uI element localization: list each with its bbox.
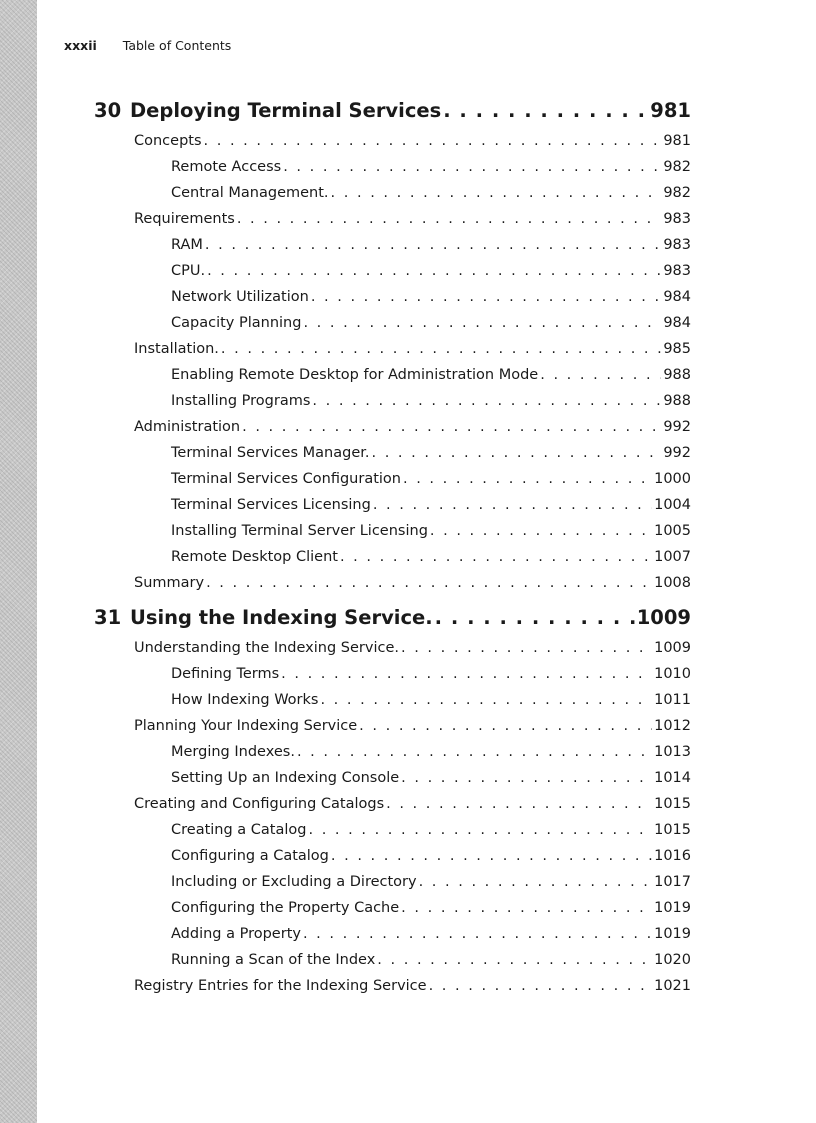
entry-title: RAM bbox=[171, 237, 203, 253]
dot-leader bbox=[359, 713, 652, 739]
dot-leader bbox=[430, 518, 652, 544]
entry-title: Configuring the Property Cache bbox=[171, 900, 400, 916]
entry-title: Configuring a Catalog bbox=[171, 848, 329, 864]
running-head bbox=[64, 36, 231, 56]
toc-subsection-entry[interactable] bbox=[94, 843, 691, 869]
chapter-page-number: 1009 bbox=[636, 606, 691, 629]
entry-page-number: 1019 bbox=[654, 926, 691, 942]
entry-title: Central Management. bbox=[171, 185, 329, 201]
entry-title: Installation. bbox=[134, 341, 219, 357]
toc-subsection-entry[interactable] bbox=[94, 310, 691, 336]
table-of-contents bbox=[94, 97, 691, 999]
dot-leader bbox=[386, 791, 652, 817]
entry-page-number: 992 bbox=[663, 419, 691, 435]
dot-leader bbox=[242, 414, 661, 440]
dot-leader bbox=[308, 817, 652, 843]
entry-page-number: 1014 bbox=[654, 770, 691, 786]
entry-title: Terminal Services Manager. bbox=[171, 445, 370, 461]
entry-page-number: 984 bbox=[663, 289, 691, 305]
dot-leader bbox=[401, 765, 652, 791]
toc-subsection-entry[interactable] bbox=[94, 154, 691, 180]
entry-page-number: 1008 bbox=[654, 575, 691, 591]
toc-subsection-entry[interactable] bbox=[94, 362, 691, 388]
entry-page-number: 1010 bbox=[654, 666, 691, 682]
entry-page-number: 983 bbox=[663, 237, 691, 253]
entry-page-number: 1015 bbox=[654, 796, 691, 812]
chapter-number: 31 bbox=[94, 606, 122, 629]
entry-page-number: 1000 bbox=[654, 471, 691, 487]
dot-leader bbox=[401, 635, 652, 661]
entry-title: Including or Excluding a Directory bbox=[171, 874, 417, 890]
toc-section-entry[interactable] bbox=[94, 635, 691, 661]
entry-title: Merging Indexes. bbox=[171, 744, 295, 760]
chapter-page-number: 981 bbox=[650, 99, 691, 122]
toc-subsection-entry[interactable] bbox=[94, 232, 691, 258]
entry-title: Administration bbox=[134, 419, 241, 435]
dot-leader bbox=[540, 362, 661, 388]
toc-subsection-entry[interactable] bbox=[94, 895, 691, 921]
chapter-heading[interactable] bbox=[94, 604, 691, 632]
dot-leader bbox=[312, 388, 661, 414]
page-edge-texture bbox=[0, 0, 37, 1123]
entry-page-number: 982 bbox=[663, 185, 691, 201]
toc-subsection-entry[interactable] bbox=[94, 869, 691, 895]
dot-leader bbox=[283, 154, 661, 180]
entry-title: Capacity Planning bbox=[171, 315, 302, 331]
toc-section-entry[interactable] bbox=[94, 336, 691, 362]
entry-title: Running a Scan of the Index bbox=[171, 952, 376, 968]
dot-leader bbox=[303, 921, 652, 947]
dot-leader bbox=[401, 895, 652, 921]
dot-leader bbox=[297, 739, 652, 765]
dot-leader bbox=[371, 440, 661, 466]
entry-title: Understanding the Indexing Service. bbox=[134, 640, 399, 656]
toc-section-entry[interactable] bbox=[94, 713, 691, 739]
dot-leader bbox=[340, 544, 652, 570]
page-number: xxxii bbox=[64, 38, 97, 53]
entry-page-number: 1017 bbox=[654, 874, 691, 890]
entry-page-number: 1019 bbox=[654, 900, 691, 916]
chapter-heading[interactable] bbox=[94, 97, 691, 125]
toc-subsection-entry[interactable] bbox=[94, 765, 691, 791]
toc-subsection-entry[interactable] bbox=[94, 661, 691, 687]
entry-title: Remote Access bbox=[171, 159, 282, 175]
dot-leader bbox=[377, 947, 652, 973]
entry-page-number: 988 bbox=[663, 367, 691, 383]
dot-leader bbox=[331, 843, 652, 869]
toc-subsection-entry[interactable] bbox=[94, 687, 691, 713]
dot-leader bbox=[221, 336, 661, 362]
dot-leader bbox=[303, 310, 661, 336]
toc-subsection-entry[interactable] bbox=[94, 388, 691, 414]
toc-subsection-entry[interactable] bbox=[94, 921, 691, 947]
toc-section-entry[interactable] bbox=[94, 206, 691, 232]
entry-title: Terminal Services Licensing bbox=[171, 497, 371, 513]
entry-title: Installing Terminal Server Licensing bbox=[171, 523, 428, 539]
toc-subsection-entry[interactable] bbox=[94, 544, 691, 570]
dot-leader bbox=[443, 97, 648, 125]
entry-page-number: 992 bbox=[663, 445, 691, 461]
toc-subsection-entry[interactable] bbox=[94, 817, 691, 843]
entry-page-number: 983 bbox=[663, 263, 691, 279]
entry-title: Summary bbox=[134, 575, 205, 591]
dot-leader bbox=[205, 232, 661, 258]
entry-page-number: 982 bbox=[663, 159, 691, 175]
entry-page-number: 1012 bbox=[654, 718, 691, 734]
dot-leader bbox=[207, 258, 661, 284]
entry-page-number: 983 bbox=[663, 211, 691, 227]
dot-leader bbox=[403, 466, 652, 492]
toc-subsection-entry[interactable] bbox=[94, 518, 691, 544]
dot-leader bbox=[419, 869, 653, 895]
dot-leader bbox=[373, 492, 652, 518]
entry-page-number: 1011 bbox=[654, 692, 691, 708]
dot-leader bbox=[206, 570, 652, 596]
dot-leader bbox=[311, 284, 662, 310]
entry-title: Creating a Catalog bbox=[171, 822, 307, 838]
entry-title: Creating and Configuring Catalogs bbox=[134, 796, 385, 812]
entry-title: Installing Programs bbox=[171, 393, 311, 409]
entry-page-number: 1007 bbox=[654, 549, 691, 565]
entry-title: Defining Terms bbox=[171, 666, 280, 682]
toc-subsection-entry[interactable] bbox=[94, 258, 691, 284]
entry-title: Setting Up an Indexing Console bbox=[171, 770, 400, 786]
entry-title: Requirements bbox=[134, 211, 235, 227]
dot-leader bbox=[204, 128, 662, 154]
toc-section-entry[interactable] bbox=[94, 791, 691, 817]
chapter-title: Using the Indexing Service. bbox=[130, 606, 433, 629]
entry-page-number: 1021 bbox=[654, 978, 691, 994]
entry-page-number: 1013 bbox=[654, 744, 691, 760]
entry-page-number: 1005 bbox=[654, 523, 691, 539]
toc-subsection-entry[interactable] bbox=[94, 739, 691, 765]
toc-section-entry[interactable] bbox=[94, 973, 691, 999]
entry-title: Adding a Property bbox=[171, 926, 301, 942]
toc-subsection-entry[interactable] bbox=[94, 466, 691, 492]
entry-title: CPU. bbox=[171, 263, 206, 279]
entry-title: Registry Entries for the Indexing Service bbox=[134, 978, 427, 994]
toc-subsection-entry[interactable] bbox=[94, 492, 691, 518]
dot-leader bbox=[237, 206, 662, 232]
entry-page-number: 981 bbox=[663, 133, 691, 149]
toc-subsection-entry[interactable] bbox=[94, 284, 691, 310]
entry-page-number: 985 bbox=[663, 341, 691, 357]
entry-title: Remote Desktop Client bbox=[171, 549, 338, 565]
entry-page-number: 1009 bbox=[654, 640, 691, 656]
dot-leader bbox=[435, 604, 635, 632]
toc-section-entry[interactable] bbox=[94, 570, 691, 596]
entry-page-number: 1016 bbox=[654, 848, 691, 864]
entry-page-number: 1020 bbox=[654, 952, 691, 968]
entry-title: Concepts bbox=[134, 133, 202, 149]
entry-title: Terminal Services Configuration bbox=[171, 471, 401, 487]
dot-leader bbox=[320, 687, 652, 713]
entry-title: How Indexing Works bbox=[171, 692, 319, 708]
toc-subsection-entry[interactable] bbox=[94, 180, 691, 206]
chapter-title: Deploying Terminal Services bbox=[130, 99, 442, 122]
toc-subsection-entry[interactable] bbox=[94, 947, 691, 973]
entry-page-number: 1004 bbox=[654, 497, 691, 513]
entry-page-number: 984 bbox=[663, 315, 691, 331]
dot-leader bbox=[429, 973, 653, 999]
entry-title: Network Utilization bbox=[171, 289, 309, 305]
dot-leader bbox=[281, 661, 652, 687]
chapter-number: 30 bbox=[94, 99, 122, 122]
entry-title: Enabling Remote Desktop for Administration Mode bbox=[171, 367, 539, 383]
dot-leader bbox=[331, 180, 662, 206]
toc-section-entry[interactable] bbox=[94, 414, 691, 440]
entry-page-number: 1015 bbox=[654, 822, 691, 838]
toc-section-entry[interactable] bbox=[94, 128, 691, 154]
entry-title: Planning Your Indexing Service bbox=[134, 718, 358, 734]
toc-subsection-entry[interactable] bbox=[94, 440, 691, 466]
entry-page-number: 988 bbox=[663, 393, 691, 409]
running-head-title: Table of Contents bbox=[122, 38, 232, 53]
